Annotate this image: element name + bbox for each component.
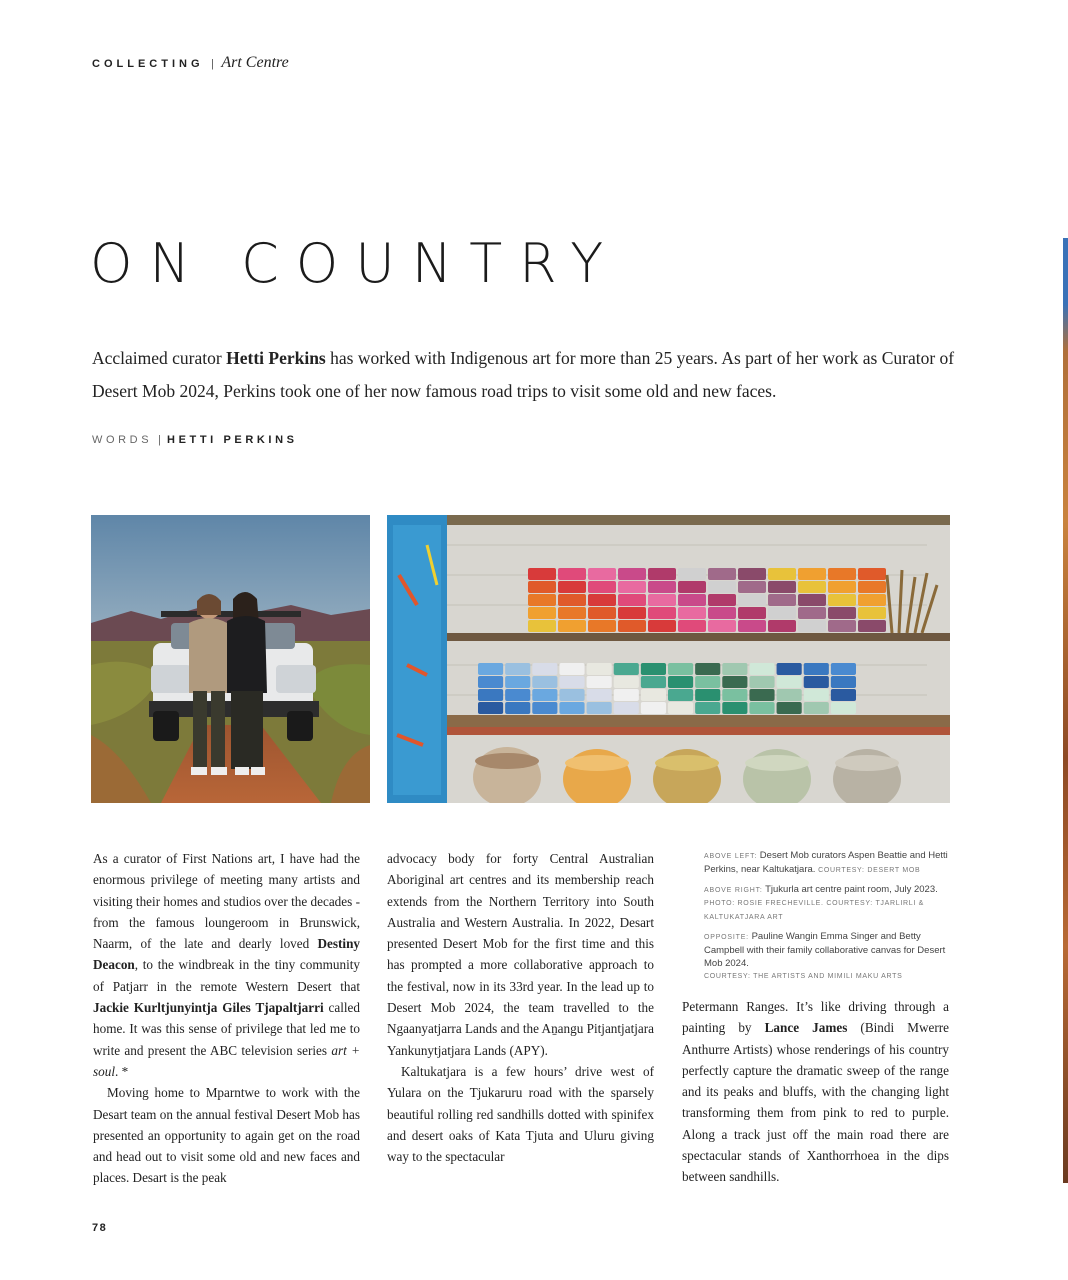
byline-author: HETTI PERKINS	[167, 434, 298, 446]
paint-pot	[678, 607, 706, 619]
paint-pot	[618, 607, 646, 619]
paint-pot	[478, 676, 503, 688]
paint-pot	[678, 568, 706, 580]
paint-pot	[708, 607, 736, 619]
paint-pot	[587, 663, 612, 675]
body-column-1	[93, 848, 360, 1189]
caption-label: ABOVE RIGHT:	[704, 886, 763, 894]
paint-pot	[749, 676, 774, 688]
paint-pot	[618, 568, 646, 580]
edge-photo-strip	[1063, 238, 1068, 1183]
paint-pot	[768, 594, 796, 606]
paint-pot	[777, 689, 802, 701]
body-text: called home. It was this sense of privilege that led me to write and present the ABC television series	[93, 1000, 361, 1058]
paint-pot	[804, 663, 829, 675]
paint-pot	[768, 620, 796, 632]
byline-label: WORDS	[92, 434, 153, 446]
paint-pot	[777, 676, 802, 688]
body-text: . *	[114, 1063, 129, 1079]
paint-pot	[532, 663, 557, 675]
paint-pot	[749, 702, 774, 714]
paint-pot	[668, 663, 693, 675]
paint-pot	[768, 568, 796, 580]
paint-pot	[648, 607, 676, 619]
caption-credit: COURTESY: THE ARTISTS AND MIMILI MAKU ARTS	[704, 973, 903, 981]
caption-above-left	[704, 850, 948, 878]
paint-pot	[614, 689, 639, 701]
caption-text: Tjukurla art centre paint room, July 2023.	[765, 883, 938, 895]
series-title: art + soul	[93, 1042, 360, 1079]
paint-pot	[668, 702, 693, 714]
paint-pot	[768, 607, 796, 619]
paint-pot	[641, 676, 666, 688]
paint-pot	[738, 607, 766, 619]
standfirst-name: Hetti Perkins	[226, 348, 326, 368]
paint-pot	[587, 676, 612, 688]
photo-curators-with-4wd	[91, 515, 370, 803]
paint-pot	[588, 568, 616, 580]
paint-pot	[648, 568, 676, 580]
paint-pot	[641, 702, 666, 714]
standfirst-rest: has worked with Indigenous art for more than 25 years. As part of her work as Curator of Desert Mob 2024, Perkins took one of her now famous road trips to visit some old and new faces.	[92, 348, 955, 401]
paint-pot	[804, 689, 829, 701]
artist-name: Jackie Kurltjunyintja Giles Tjapaltjarri	[93, 1000, 324, 1016]
paint-pot	[558, 568, 586, 580]
paint-pot	[804, 702, 829, 714]
paint-pot	[559, 676, 584, 688]
caption-credit: PHOTO: ROSIE FRECHEVILLE. COURTESY: TJARLIRLI & KALTUKATJARA ART	[704, 900, 925, 922]
paint-pot	[588, 581, 616, 593]
photo-paint-room	[387, 515, 950, 803]
paint-pot	[558, 620, 586, 632]
paint-pot	[528, 620, 556, 632]
paint-pot	[528, 568, 556, 580]
body-text: As a curator of First Nations art, I have had the enormous privilege of meeting many artists and visiting their homes and studios over the decades - from the famous loungeroom in Brunswick, Naarm, of the late and dearly loved	[93, 851, 360, 952]
section-kicker	[92, 54, 289, 72]
paint-pot	[478, 702, 503, 714]
paint-pot	[708, 568, 736, 580]
paint-pot	[858, 594, 886, 606]
paint-pot	[828, 607, 856, 619]
photo-captions	[704, 850, 948, 990]
paint-pot	[668, 676, 693, 688]
paint-pot	[478, 663, 503, 675]
paint-pot	[478, 689, 503, 701]
standfirst-lead: Acclaimed curator	[92, 348, 227, 368]
paint-pot	[505, 702, 530, 714]
paint-pot	[858, 607, 886, 619]
paint-pot	[695, 676, 720, 688]
paint-pot	[695, 689, 720, 701]
paint-pot	[804, 676, 829, 688]
subsection-label: Art Centre	[221, 54, 289, 71]
photo-paint-room-illustration	[387, 515, 950, 803]
paint-pot	[614, 702, 639, 714]
paint-pot	[828, 620, 856, 632]
paint-pot	[798, 568, 826, 580]
paint-pot	[558, 607, 586, 619]
paint-pot	[528, 607, 556, 619]
paint-pot	[532, 676, 557, 688]
paint-pot	[828, 581, 856, 593]
paint-pot	[695, 663, 720, 675]
body-paragraph: advocacy body for forty Central Australian Aboriginal art centres and its membership reach extends from the Northern Territory into South Australia and Western Australia. In 2022, Desart presented Desert Mob for the first time and this has prompted a more collaborative approach to the festival, now in its 33rd year. In the lead up to Desert Mob 2024, the team travelled to the Ngaanyatjarra Lands and the Aṉangu Pitjantjatjara Yankunytjatjara Lands (APY).	[387, 851, 654, 1058]
body-text: Petermann Ranges. It’s like driving through a painting by	[682, 999, 949, 1036]
paint-pot	[558, 594, 586, 606]
paint-pot	[641, 689, 666, 701]
paint-pot	[738, 620, 766, 632]
paint-pot	[678, 581, 706, 593]
paint-pot	[532, 702, 557, 714]
caption-opposite	[704, 931, 948, 984]
paint-pot	[749, 689, 774, 701]
paint-pot	[749, 663, 774, 675]
paint-pot	[831, 676, 856, 688]
body-text: (Bindi Mwerre Anthurre Artists) whose renderings of his country perfectly capture the dramatic sweep of the range and its peaks and bluffs, with the changing light transforming them from pink to red to purple. Along a track just off the main road there are spectacular stands of Xanthorrhoea in the dips between sandhills.	[682, 1020, 949, 1185]
paint-pot	[528, 594, 556, 606]
paint-pot	[858, 581, 886, 593]
body-paragraph: Kaltukatjara is a few hours’ drive west of Yulara on the Tjukaruru road with the sparsely beautiful rolling red sandhills dotted with spinifex and desert oaks of Kata Tjuta and Uluru giving way to the spectacular	[387, 1063, 654, 1165]
paint-pot	[708, 581, 736, 593]
body-column-3	[682, 996, 949, 1188]
artist-name: Destiny Deacon	[93, 936, 360, 973]
paint-pot	[738, 568, 766, 580]
section-label: COLLECTING	[92, 58, 204, 70]
caption-above-right	[704, 884, 948, 925]
paint-pot	[798, 581, 826, 593]
paint-pot	[708, 620, 736, 632]
paint-pot	[831, 663, 856, 675]
paint-pot	[528, 581, 556, 593]
caption-label: OPPOSITE:	[704, 933, 749, 941]
paint-pot	[618, 594, 646, 606]
paint-pot	[678, 594, 706, 606]
caption-text: Pauline Wangin Emma Singer and Betty Campbell with their family collaborative canvas for Desert Mob 2024.	[704, 930, 946, 969]
article-title: ON COUNTRY	[90, 232, 621, 295]
paint-pot	[588, 607, 616, 619]
paint-pot	[828, 594, 856, 606]
paint-pot	[722, 702, 747, 714]
paint-pot	[648, 581, 676, 593]
paint-pot	[618, 620, 646, 632]
paint-pot	[587, 702, 612, 714]
paint-pot	[768, 581, 796, 593]
photo-curators-illustration	[91, 515, 370, 803]
paint-pot	[858, 568, 886, 580]
artist-name: Lance James	[764, 1020, 848, 1036]
paint-pot	[588, 594, 616, 606]
standfirst	[92, 342, 972, 408]
paint-pot	[558, 581, 586, 593]
paint-pot	[648, 594, 676, 606]
paint-pot	[505, 663, 530, 675]
paint-pot	[505, 676, 530, 688]
paint-pot	[777, 702, 802, 714]
body-text: , to the windbreak in the tiny community of Patjarr in the remote Western Desert that	[93, 957, 360, 994]
byline-separator: |	[158, 434, 162, 446]
paint-pot	[648, 620, 676, 632]
paint-pot	[695, 702, 720, 714]
paint-pot	[798, 620, 826, 632]
paint-pot	[641, 663, 666, 675]
body-paragraph	[93, 848, 360, 1082]
body-column-2	[387, 848, 654, 1167]
paint-pot	[559, 689, 584, 701]
paint-pot	[722, 689, 747, 701]
body-paragraph: Moving home to Mparntwe to work with the Desart team on the annual festival Desert Mob has presented an opportunity to again get on the road and head out to visit some old and new faces and places. Desart is the peak	[93, 1085, 360, 1186]
paint-pot	[798, 594, 826, 606]
paint-pot	[618, 581, 646, 593]
paint-pot	[738, 581, 766, 593]
paint-pot	[614, 663, 639, 675]
caption-credit: COURTESY: DESERT MOB	[818, 866, 921, 874]
paint-pot	[708, 594, 736, 606]
paint-pot	[831, 689, 856, 701]
paint-pot	[532, 689, 557, 701]
paint-pot	[722, 676, 747, 688]
paint-pot	[559, 663, 584, 675]
paint-pot	[858, 620, 886, 632]
paint-pot	[738, 594, 766, 606]
kicker-separator: |	[211, 58, 214, 70]
paint-pot	[722, 663, 747, 675]
paint-pot	[559, 702, 584, 714]
paint-pot	[678, 620, 706, 632]
paint-pot	[777, 663, 802, 675]
paint-pot	[828, 568, 856, 580]
caption-text: Desert Mob curators Aspen Beattie and Hetti Perkins, near Kaltukatjara.	[704, 850, 948, 875]
paint-pot	[798, 607, 826, 619]
paint-pot	[588, 620, 616, 632]
caption-label: ABOVE LEFT:	[704, 853, 758, 860]
byline	[92, 434, 298, 446]
paint-pot	[614, 676, 639, 688]
page-number: 78	[92, 1222, 108, 1234]
body-paragraph	[682, 996, 949, 1188]
paint-pot	[668, 689, 693, 701]
paint-pot	[831, 702, 856, 714]
paint-pot	[505, 689, 530, 701]
paint-pot	[587, 689, 612, 701]
